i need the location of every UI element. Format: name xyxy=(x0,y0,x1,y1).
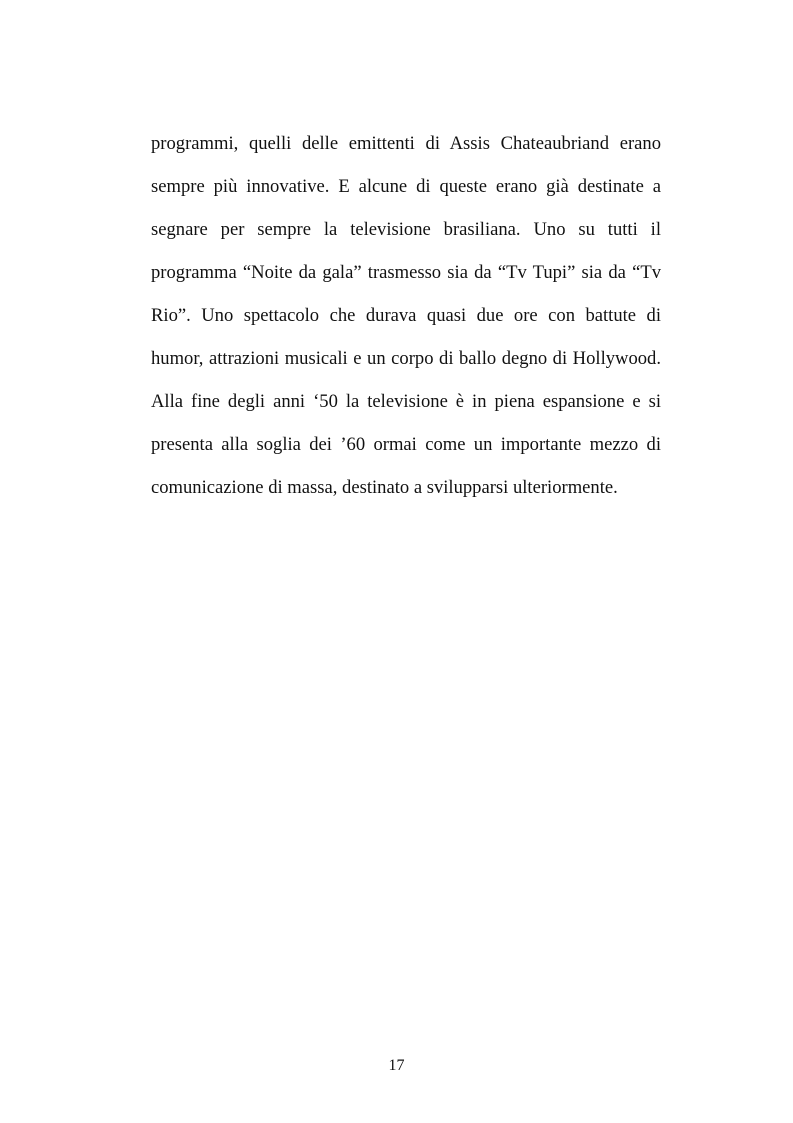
paragraph-line-3: segnare per sempre la televisione brasiliana. Uno su tutti il xyxy=(151,219,661,240)
paragraph-line-8: presenta alla soglia dei ’60 ormai come un importante mezzo di xyxy=(151,434,661,455)
paragraph-line-1: programmi, quelli delle emittenti di Assis Chateaubriand erano xyxy=(151,133,661,154)
paragraph-line-7: Alla fine degli anni ‘50 la televisione è in piena espansione e si xyxy=(151,391,661,412)
paragraph-line-9: comunicazione di massa, destinato a svilupparsi ulteriormente. xyxy=(151,477,618,498)
paragraph-line-2: sempre più innovative. E alcune di queste erano già destinate a xyxy=(151,176,661,197)
page-number: 17 xyxy=(388,1057,405,1074)
body-paragraph xyxy=(151,127,661,514)
paragraph-line-5: Rio”. Uno spettacolo che durava quasi due ore con battute di xyxy=(151,305,661,326)
paragraph-line-6: humor, attrazioni musicali e un corpo di ballo degno di Hollywood. xyxy=(151,348,661,369)
paragraph-line-4: programma “Noite da gala” trasmesso sia da “Tv Tupi” sia da “Tv xyxy=(151,262,661,283)
